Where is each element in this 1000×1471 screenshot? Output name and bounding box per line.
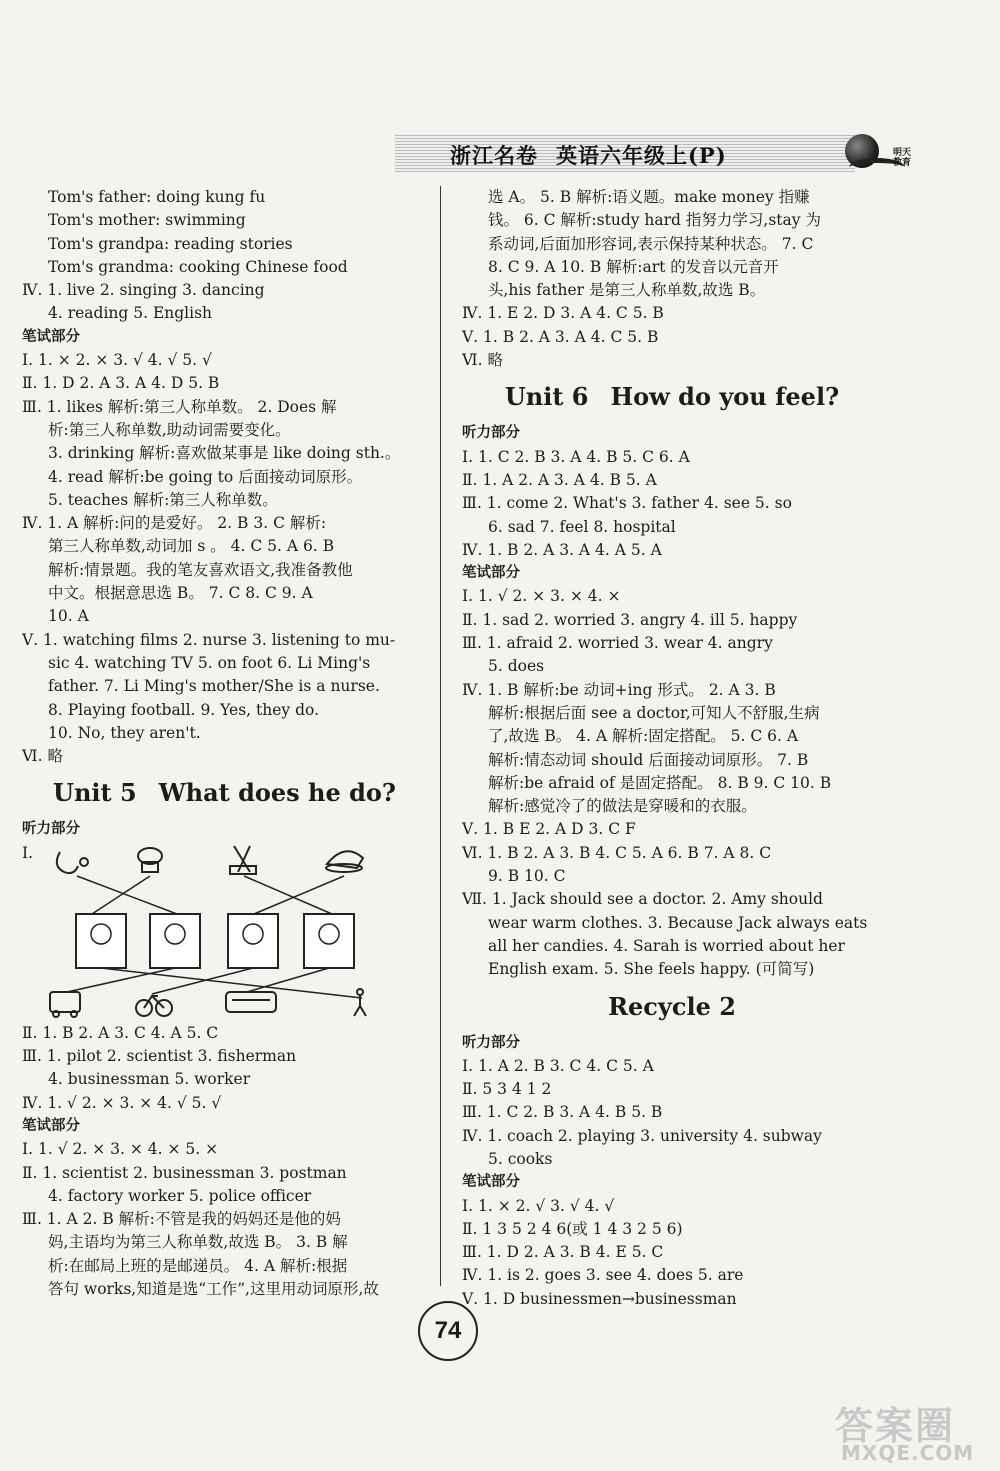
- answer-line: Ⅰ. 1. × 2. × 3. √ 4. √ 5. √: [22, 351, 212, 370]
- answer-line: Ⅱ. 1 3 5 2 4 6(或 1 4 3 2 5 6): [462, 1219, 683, 1238]
- answer-line: Ⅰ. 1. C 2. B 3. A 4. B 5. C 6. A: [462, 447, 690, 466]
- watermark: [835, 1395, 995, 1465]
- answer-line: Ⅴ. 1. D businessmen→businessman: [462, 1289, 737, 1308]
- matching-lines: [22, 842, 402, 1022]
- logo-text: 明天教育: [893, 148, 912, 168]
- answer-line: all her candies. 4. Sarah is worried about her: [488, 936, 845, 955]
- section-heading: 笔试部分: [22, 328, 80, 345]
- answer-line: Ⅴ. 1. B E 2. A D 3. C F: [462, 820, 636, 839]
- section-heading: 听力部分: [462, 425, 520, 442]
- answer-line: 4. read 解析:be going to 后面接动词原形。: [48, 467, 363, 486]
- answer-line: Ⅲ. 1. likes 解析:第三人称单数。 2. Does 解: [22, 397, 337, 416]
- answer-line: Ⅳ. 1. live 2. singing 3. dancing: [22, 281, 265, 300]
- answer-line: Ⅳ. 1. A 解析:问的是爱好。 2. B 3. C 解析:: [22, 514, 327, 533]
- section-heading: 笔试部分: [462, 1174, 520, 1191]
- answer-line: 妈,主语均为第三人称单数,故选 B。 3. B 解: [48, 1233, 348, 1252]
- answer-line: 解析:be afraid of 是固定搭配。 8. B 9. C 10. B: [488, 773, 832, 792]
- answer-line: sic 4. watching TV 5. on foot 6. Li Ming's: [48, 653, 371, 672]
- police-cap-icon: [326, 851, 363, 872]
- diagram-label: Ⅰ.: [22, 843, 34, 862]
- answer-line: 答句 works,知道是选“工作”,这里用动词原形,故: [48, 1279, 379, 1298]
- car-icon: [50, 992, 80, 1017]
- answer-line: Ⅲ. 1. D 2. A 3. B 4. E 5. C: [462, 1243, 664, 1262]
- unit-heading: [462, 372, 882, 422]
- stethoscope-icon: [57, 852, 88, 873]
- answer-line: 系动词,后面加形容词,表示保持某种状态。 7. C: [488, 234, 814, 253]
- answer-line: 解析:情景题。我的笔友喜欢语文,我准备教他: [48, 560, 353, 579]
- page-header: [395, 128, 955, 186]
- answer-line: 8. C 9. A 10. B 解析:art 的发音以元音开: [488, 257, 779, 276]
- answer-line: wear warm clothes. 3. Because Jack always eats: [488, 913, 868, 932]
- train-icon: [226, 992, 276, 1012]
- answer-line: father. 7. Li Ming's mother/She is a nurse.: [48, 677, 380, 696]
- answer-line: 8. Playing football. 9. Yes, they do.: [48, 700, 320, 719]
- answer-line: 6. sad 7. feel 8. hospital: [488, 517, 676, 536]
- answer-line: Ⅱ. 1. D 2. A 3. A 4. D 5. B: [22, 374, 220, 393]
- unit-heading: [22, 768, 427, 818]
- answer-line: Ⅶ. 1. Jack should see a doctor. 2. Amy should: [462, 890, 823, 909]
- answer-line: Tom's grandpa: reading stories: [48, 234, 293, 253]
- answer-line: Ⅳ. 1. coach 2. playing 3. university 4. subway: [462, 1126, 822, 1145]
- unit-number: Unit 5: [53, 778, 137, 808]
- answer-line: 5. teaches 解析:第三人称单数。: [48, 490, 278, 509]
- answer-line: Ⅲ. 1. afraid 2. worried 3. wear 4. angry: [462, 634, 773, 653]
- answer-line: Ⅴ. 1. B 2. A 3. A 4. C 5. B: [462, 327, 659, 346]
- unit-title: How do you feel?: [610, 382, 840, 412]
- answer-line: Tom's mother: swimming: [48, 211, 246, 230]
- doctor-portrait: [76, 914, 126, 968]
- answer-line: 中文。根据意思选 B。 7. C 8. C 9. A: [48, 584, 313, 603]
- answer-line: 头,his father 是第三人称单数,故选 B。: [488, 281, 766, 300]
- answer-line: Tom's grandma: cooking Chinese food: [48, 257, 348, 276]
- answer-line: 4. businessman 5. worker: [48, 1070, 251, 1089]
- answer-line: Ⅵ. 1. B 2. A 3. B 4. C 5. A 6. B 7. A 8. C: [462, 843, 772, 862]
- answer-line: 10. A: [48, 607, 89, 626]
- left-column: [22, 186, 427, 1301]
- header-subject: 英语六年级上(P): [556, 143, 727, 168]
- chef-hat-icon: [138, 848, 162, 872]
- answer-line: Ⅳ. 1. is 2. goes 3. see 4. does 5. are: [462, 1266, 744, 1285]
- answer-line: Ⅰ. 1. √ 2. × 3. × 4. × 5. ×: [22, 1140, 219, 1159]
- answer-line: 9. B 10. C: [488, 867, 566, 886]
- answer-line: Ⅲ. 1. C 2. B 3. A 4. B 5. B: [462, 1103, 663, 1122]
- answer-line: Ⅰ. 1. × 2. √ 3. √ 4. √: [462, 1196, 615, 1215]
- walking-person-icon: [354, 989, 366, 1016]
- answer-line: Ⅳ. 1. B 解析:be 动词+ing 形式。 2. A 3. B: [462, 680, 776, 699]
- answer-line: 5. cooks: [488, 1149, 553, 1168]
- section-heading: 听力部分: [22, 821, 80, 838]
- answer-line: English exam. 5. She feels happy. (可简写): [488, 960, 815, 979]
- answer-line: Ⅱ. 1. scientist 2. businessman 3. postman: [22, 1163, 347, 1182]
- answer-line: Ⅳ. 1. E 2. D 3. A 4. C 5. B: [462, 304, 664, 323]
- answer-line: 析:在邮局上班的是邮递员。 4. A 解析:根据: [48, 1256, 348, 1275]
- bicycle-icon: [136, 996, 172, 1016]
- answer-line: Ⅱ. 1. B 2. A 3. C 4. A 5. C: [22, 1023, 219, 1042]
- officer-portrait: [304, 914, 354, 968]
- page-number: 74: [418, 1301, 478, 1361]
- worker-portrait: [228, 914, 278, 968]
- answer-line: Ⅵ. 略: [462, 351, 503, 370]
- answer-line: 4. reading 5. English: [48, 304, 213, 323]
- answer-line: 第三人称单数,动词加 s 。 4. C 5. A 6. B: [48, 537, 335, 556]
- answer-line: Ⅲ. 1. come 2. What's 3. father 4. see 5. so: [462, 494, 792, 513]
- answer-line: 解析:感觉冷了的做法是穿暖和的衣服。: [488, 797, 757, 816]
- unit-number: Unit 6: [504, 382, 589, 412]
- header-title: [450, 140, 727, 170]
- publisher-logo: [843, 128, 913, 184]
- answer-line: 3. drinking 解析:喜欢做某事是 like doing sth.。: [48, 444, 401, 463]
- watermark-url: MXQE.COM: [841, 1441, 975, 1465]
- right-column: [462, 186, 882, 1311]
- matching-diagram: [22, 842, 402, 1022]
- unit-heading: Recycle 2: [608, 991, 736, 1021]
- answer-line: Ⅵ. 略: [22, 747, 63, 766]
- answer-line: 析:第三人称单数,助动词需要变化。: [48, 420, 291, 439]
- answer-line: 4. factory worker 5. police officer: [48, 1186, 312, 1205]
- column-divider: [440, 186, 441, 1286]
- tools-icon: [230, 846, 256, 874]
- answer-line: Ⅳ. 1. B 2. A 3. A 4. A 5. A: [462, 540, 662, 559]
- section-heading: 笔试部分: [22, 1117, 80, 1134]
- unit-title: What does he do?: [158, 778, 396, 808]
- answer-line: Ⅴ. 1. watching films 2. nurse 3. listening to mu-: [22, 630, 396, 649]
- answer-line: 5. does: [488, 657, 545, 676]
- answer-line: Ⅱ. 1. sad 2. worried 3. angry 4. ill 5. happy: [462, 610, 798, 629]
- answer-line: Ⅲ. 1. pilot 2. scientist 3. fisherman: [22, 1047, 297, 1066]
- answer-line: Ⅱ. 5 3 4 1 2: [462, 1080, 552, 1099]
- answer-line: Ⅰ. 1. √ 2. × 3. × 4. ×: [462, 587, 621, 606]
- answer-line: Ⅳ. 1. √ 2. × 3. × 4. √ 5. √: [22, 1093, 222, 1112]
- section-heading: 笔试部分: [462, 565, 520, 582]
- answer-line: 解析:根据后面 see a doctor,可知人不舒服,生病: [488, 703, 820, 722]
- answer-line: 10. No, they aren't.: [48, 723, 201, 742]
- answer-line: Ⅱ. 1. A 2. A 3. A 4. B 5. A: [462, 470, 657, 489]
- answer-line: Tom's father: doing kung fu: [48, 188, 266, 206]
- section-heading: 听力部分: [462, 1034, 520, 1051]
- answer-line: 选 A。 5. B 解析:语义题。make money 指赚: [488, 188, 810, 206]
- header-series: 浙江名卷: [450, 143, 538, 168]
- answer-line: 解析:情态动词 should 后面接动词原形。 7. B: [488, 750, 809, 769]
- answer-line: 钱。 6. C 解析:study hard 指努力学习,stay 为: [488, 211, 821, 230]
- cook-portrait: [150, 914, 200, 968]
- watermark-logo: 答案圈: [835, 1404, 956, 1448]
- answer-line: Ⅰ. 1. A 2. B 3. C 4. C 5. A: [462, 1056, 654, 1075]
- answer-line: 了,故选 B。 4. A 解析:固定搭配。 5. C 6. A: [488, 727, 799, 746]
- answer-line: Ⅲ. 1. A 2. B 解析:不管是我的妈妈还是他的妈: [22, 1210, 341, 1229]
